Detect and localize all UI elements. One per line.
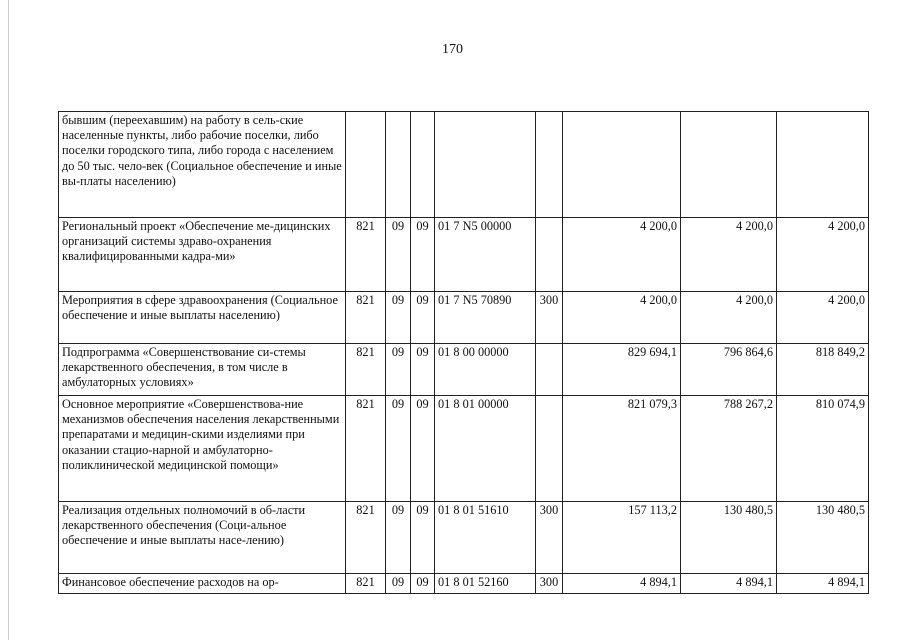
expense-type-cell	[536, 396, 563, 502]
amount-year-1-cell: 821 079,3	[563, 396, 681, 502]
page-edge-line	[8, 0, 9, 640]
target-article-cell: 01 7 N5 70890	[435, 292, 536, 344]
ministry-code-cell: 821	[346, 574, 386, 594]
target-article-cell: 01 7 N5 00000	[435, 218, 536, 292]
ministry-code-cell: 821	[346, 218, 386, 292]
row-name-cell: Мероприятия в сфере здравоохранения (Социальное обеспечение и иные выплаты населению)	[59, 292, 346, 344]
subsection-code-cell: 09	[411, 344, 435, 396]
table-row	[59, 112, 869, 218]
expense-type-cell	[536, 344, 563, 396]
ministry-code-cell	[346, 112, 386, 218]
expense-type-cell	[536, 112, 563, 218]
section-code-cell: 09	[386, 574, 411, 594]
section-code-cell: 09	[386, 396, 411, 502]
amount-year-1-cell: 829 694,1	[563, 344, 681, 396]
expense-type-cell: 300	[536, 502, 563, 574]
amount-year-3-cell: 4 200,0	[777, 218, 869, 292]
target-article-cell: 01 8 01 51610	[435, 502, 536, 574]
table-body	[59, 112, 869, 594]
amount-year-3-cell	[777, 112, 869, 218]
table-row	[59, 502, 869, 574]
ministry-code-cell: 821	[346, 292, 386, 344]
row-name-cell: Подпрограмма «Совершенствование си-стемы лекарственного обеспечения, в том числе в амбулаторных условиях»	[59, 344, 346, 396]
ministry-code-cell: 821	[346, 344, 386, 396]
amount-year-3-cell: 130 480,5	[777, 502, 869, 574]
amount-year-1-cell: 4 894,1	[563, 574, 681, 594]
row-name-cell: Основное мероприятие «Совершенствова-ние механизмов обеспечения населения лекарственными препаратами и медицин-скими изделиями при оказании стацио-нарной и амбулаторно-поликлинической медицинской помощи»	[59, 396, 346, 502]
amount-year-3-cell: 4 200,0	[777, 292, 869, 344]
subsection-code-cell	[411, 112, 435, 218]
section-code-cell: 09	[386, 502, 411, 574]
subsection-code-cell: 09	[411, 218, 435, 292]
amount-year-1-cell: 4 200,0	[563, 292, 681, 344]
row-name-cell: Реализация отдельных полномочий в об-ласти лекарственного обеспечения (Соци-альное обеспечение и иные выплаты насе-лению)	[59, 502, 346, 574]
subsection-code-cell: 09	[411, 396, 435, 502]
section-code-cell	[386, 112, 411, 218]
amount-year-2-cell	[681, 112, 777, 218]
target-article-cell: 01 8 01 00000	[435, 396, 536, 502]
expense-type-cell: 300	[536, 574, 563, 594]
table-row	[59, 574, 869, 594]
amount-year-2-cell: 788 267,2	[681, 396, 777, 502]
table-row	[59, 396, 869, 502]
amount-year-1-cell: 157 113,2	[563, 502, 681, 574]
subsection-code-cell: 09	[411, 292, 435, 344]
amount-year-3-cell: 818 849,2	[777, 344, 869, 396]
row-name-cell: Региональный проект «Обеспечение ме-дицинских организаций системы здраво-охранения квалифицированными кадра-ми»	[59, 218, 346, 292]
amount-year-2-cell: 4 894,1	[681, 574, 777, 594]
ministry-code-cell: 821	[346, 502, 386, 574]
target-article-cell: 01 8 01 52160	[435, 574, 536, 594]
section-code-cell: 09	[386, 292, 411, 344]
amount-year-2-cell: 130 480,5	[681, 502, 777, 574]
target-article-cell: 01 8 00 00000	[435, 344, 536, 396]
amount-year-3-cell: 4 894,1	[777, 574, 869, 594]
ministry-code-cell: 821	[346, 396, 386, 502]
amount-year-3-cell: 810 074,9	[777, 396, 869, 502]
amount-year-2-cell: 796 864,6	[681, 344, 777, 396]
row-name-cell: бывшим (переехавшим) на работу в сель-ские населенные пункты, либо рабочие поселки, либо поселки городского типа, либо города с населением до 50 тыс. чело-век (Социальное обеспечение и иные вы-платы населению)	[59, 112, 346, 218]
table-row	[59, 292, 869, 344]
expense-type-cell: 300	[536, 292, 563, 344]
amount-year-1-cell: 4 200,0	[563, 218, 681, 292]
subsection-code-cell: 09	[411, 574, 435, 594]
subsection-code-cell: 09	[411, 502, 435, 574]
row-name-cell: Финансовое обеспечение расходов на ор-	[59, 574, 346, 594]
expense-type-cell	[536, 218, 563, 292]
amount-year-2-cell: 4 200,0	[681, 218, 777, 292]
table-row	[59, 344, 869, 396]
page-number: 170	[442, 42, 463, 57]
amount-year-1-cell	[563, 112, 681, 218]
section-code-cell: 09	[386, 218, 411, 292]
target-article-cell	[435, 112, 536, 218]
budget-table	[58, 111, 869, 594]
amount-year-2-cell: 4 200,0	[681, 292, 777, 344]
table-row	[59, 218, 869, 292]
section-code-cell: 09	[386, 344, 411, 396]
